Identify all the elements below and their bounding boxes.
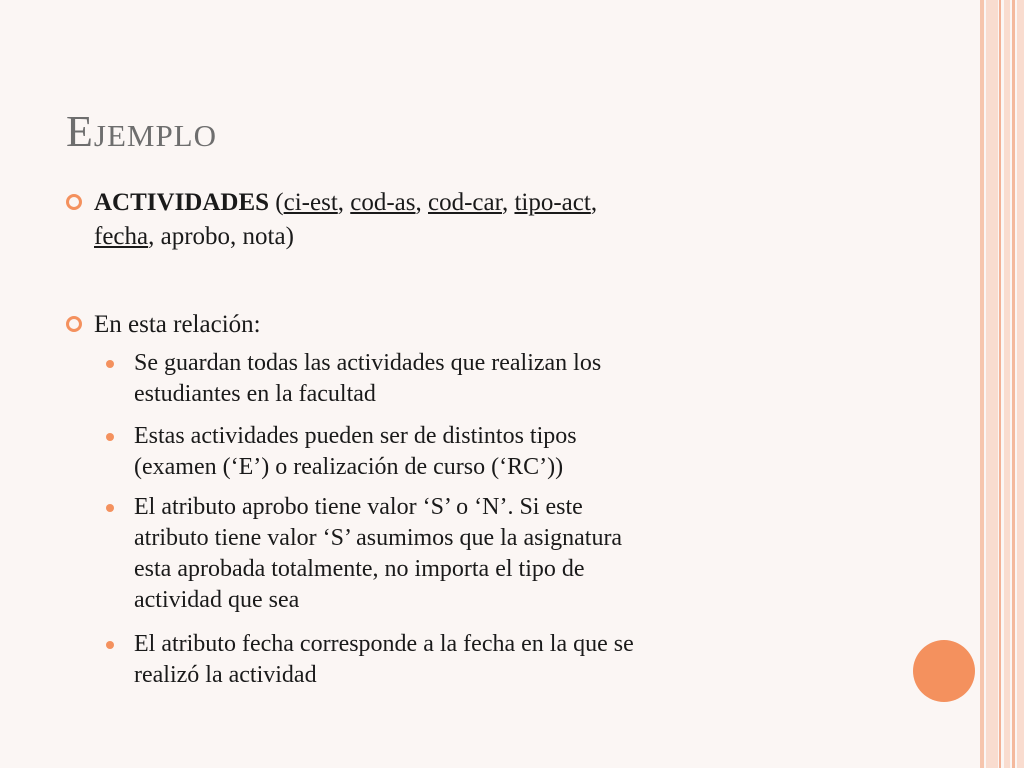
attribute-separator: , — [590, 189, 598, 216]
sub-bullet-line: esta aprobada totalmente, no importa el tipo de — [134, 556, 585, 582]
ring-bullet-icon — [66, 316, 82, 332]
sub-bullet-text — [134, 421, 866, 483]
ring-bullet-icon — [66, 194, 82, 210]
sub-bullet-item — [106, 492, 866, 616]
sub-bullet-line: Se guardan todas las actividades que realizan los — [134, 350, 602, 376]
attribute-separator: , — [148, 223, 161, 250]
sub-bullet-line: estudiantes en la facultad — [134, 381, 376, 407]
dot-bullet-icon — [106, 641, 114, 649]
sub-bullet-item — [106, 348, 866, 410]
attribute-separator: , — [230, 223, 243, 250]
attribute-ci-est: ci-est — [283, 189, 338, 216]
attribute-cod-as: cod-as — [350, 189, 416, 216]
sub-bullet-line: Estas actividades pueden ser de distintos tipos — [134, 423, 577, 449]
decor-stripe — [986, 0, 998, 768]
attribute-separator: , — [415, 189, 429, 216]
relation-schema-text — [94, 186, 826, 254]
relation-name: ACTIVIDADES — [94, 189, 270, 216]
sub-bullet-line: realizó la actividad — [134, 662, 317, 688]
attribute-fecha: fecha — [94, 223, 149, 250]
sub-bullet-line: El atributo aprobo tiene valor ‘S’ o ‘N’. Si este — [134, 494, 583, 520]
slide-title: Ejemplo — [66, 107, 218, 156]
attribute-tipo-act: tipo-act — [514, 189, 591, 216]
decor-stripe — [980, 0, 984, 768]
attribute-nota: nota — [242, 223, 286, 250]
bullet-relation-schema — [66, 186, 826, 254]
decor-stripe — [1012, 0, 1015, 768]
sub-bullet-line: atributo tiene valor ‘S’ asumimos que la asignatura — [134, 525, 623, 551]
sub-bullet-line: (examen (‘E’) o realización de curso (‘RC’)) — [134, 454, 564, 480]
attribute-cod-car: cod-car — [428, 189, 502, 216]
bullet-text: En esta relación: — [94, 311, 261, 338]
sub-bullet-text — [134, 492, 866, 616]
close-paren: ) — [285, 223, 294, 250]
decor-stripe — [999, 0, 1001, 768]
sub-bullet-text — [134, 629, 866, 691]
decor-stripe — [1017, 0, 1024, 768]
attribute-aprobo: aprobo — [160, 223, 231, 250]
dot-bullet-icon — [106, 360, 114, 368]
sub-bullet-line: actividad que sea — [134, 587, 300, 613]
attribute-separator: , — [501, 189, 515, 216]
sub-bullet-item — [106, 629, 866, 691]
sub-bullet-text — [134, 348, 866, 410]
dot-bullet-icon — [106, 504, 114, 512]
decor-circle — [913, 640, 975, 702]
sub-bullet-item — [106, 421, 866, 483]
decor-stripe — [1004, 0, 1010, 768]
bullet-en-esta-relacion — [66, 308, 826, 342]
open-paren: ( — [275, 189, 284, 216]
sub-bullet-line: El atributo fecha corresponde a la fecha en la que se — [134, 631, 634, 657]
attribute-separator: , — [337, 189, 351, 216]
dot-bullet-icon — [106, 433, 114, 441]
